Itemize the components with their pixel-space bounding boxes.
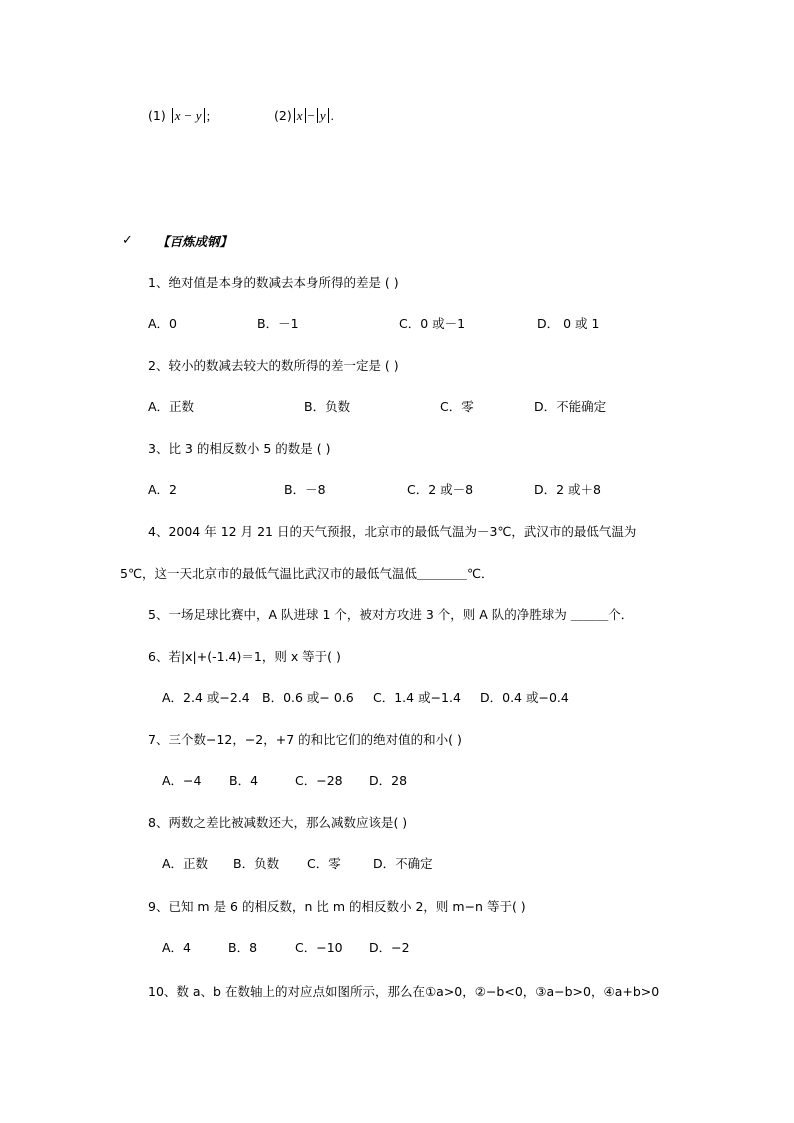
var-y: y — [195, 108, 202, 123]
q7-option-a: A．−4 — [162, 773, 202, 788]
q9-option-b: B．8 — [228, 940, 258, 955]
q7-option-d: D．28 — [369, 773, 408, 788]
period: . — [330, 108, 334, 123]
question-9: 9、已知 m 是 6 的相反数，n 比 m 的相反数小 2，则 m−n 等于( ) — [148, 899, 526, 914]
question-5: 5、一场足球比赛中，A 队进球 1 个，被对方攻进 3 个，则 A 队的净胜球为 ＿＿＿个． — [148, 607, 634, 622]
abs-bar — [305, 108, 306, 123]
abs-bar — [317, 108, 318, 123]
question-6: 6、若|x|+(-1.4)＝1，则 x 等于( ) — [148, 649, 341, 664]
q8-option-b: B．负数 — [233, 856, 280, 871]
minus-sign: − — [307, 108, 315, 123]
q3-option-b: B．－8 — [284, 482, 326, 497]
q8-option-c: C．零 — [307, 856, 341, 871]
q1-option-a: A．0 — [148, 316, 178, 331]
q3-option-d: D．2 或＋8 — [534, 482, 602, 497]
abs-bar — [294, 108, 295, 123]
q6-option-c: C．1.4 或−1.4 — [373, 690, 461, 705]
minus-sign: − — [184, 108, 192, 123]
q1-option-d: D． 0 或 1 — [537, 316, 600, 331]
q6-option-b: B．0.6 或− 0.6 — [262, 690, 354, 705]
check-icon: ✓ — [122, 233, 133, 248]
question-3: 3、比 3 的相反数小 5 的数是 ( ) — [148, 441, 331, 456]
q3-option-c: C．2 或－8 — [407, 482, 474, 497]
q7-option-b: B．4 — [229, 773, 259, 788]
part2-label: (2) — [274, 108, 292, 123]
q2-option-c: C．零 — [440, 399, 474, 414]
question-4-cont: 5℃，这一天北京市的最低气温比武汉市的最低气温低＿＿＿＿℃． — [120, 566, 494, 581]
q1-option-b: B．－1 — [257, 316, 299, 331]
question-10: 10、数 a、b 在数轴上的对应点如图所示，那么在①a>0，②−b<0，③a−b>0，④a+b>0 — [148, 984, 660, 999]
abs-bar — [328, 108, 329, 123]
q8-option-d: D．不确定 — [373, 856, 433, 871]
abs-bar — [204, 108, 205, 123]
abs-bar — [172, 108, 173, 123]
q2-option-a: A．正数 — [148, 399, 195, 414]
q6-option-a: A．2.4 或−2.4 — [162, 690, 250, 705]
semicolon: ; — [206, 108, 211, 123]
question-1: 1、绝对值是本身的数减去本身所得的差是 ( ) — [148, 275, 399, 290]
q1-option-c: C．0 或－1 — [399, 316, 466, 331]
question-4: 4、2004 年 12 月 21 日的天气预报，北京市的最低气温为－3℃，武汉市的最低气温为 — [148, 524, 637, 539]
question-2: 2、较小的数减去较大的数所得的差一定是 ( ) — [148, 358, 399, 373]
q3-option-a: A．2 — [148, 482, 178, 497]
question-8: 8、两数之差比被减数还大，那么减数应该是( ) — [148, 815, 408, 830]
q8-option-a: A．正数 — [162, 856, 209, 871]
var-x: x — [296, 108, 303, 123]
question-7: 7、三个数−12，−2，+7 的和比它们的绝对值的和小( ) — [148, 732, 462, 747]
q9-option-d: D．−2 — [369, 940, 410, 955]
q2-option-d: D．不能确定 — [534, 399, 607, 414]
q9-option-c: C．−10 — [295, 940, 343, 955]
q9-option-a: A．4 — [162, 940, 192, 955]
q6-option-d: D．0.4 或−0.4 — [480, 690, 569, 705]
var-x: x — [174, 108, 181, 123]
formula-line-2 — [274, 108, 334, 124]
var-y: y — [319, 108, 326, 123]
section-title: 【百炼成钢】 — [157, 234, 233, 249]
formula-line — [148, 108, 210, 124]
part1-label: (1) — [148, 108, 166, 123]
q7-option-c: C．−28 — [295, 773, 343, 788]
q2-option-b: B．负数 — [304, 399, 351, 414]
